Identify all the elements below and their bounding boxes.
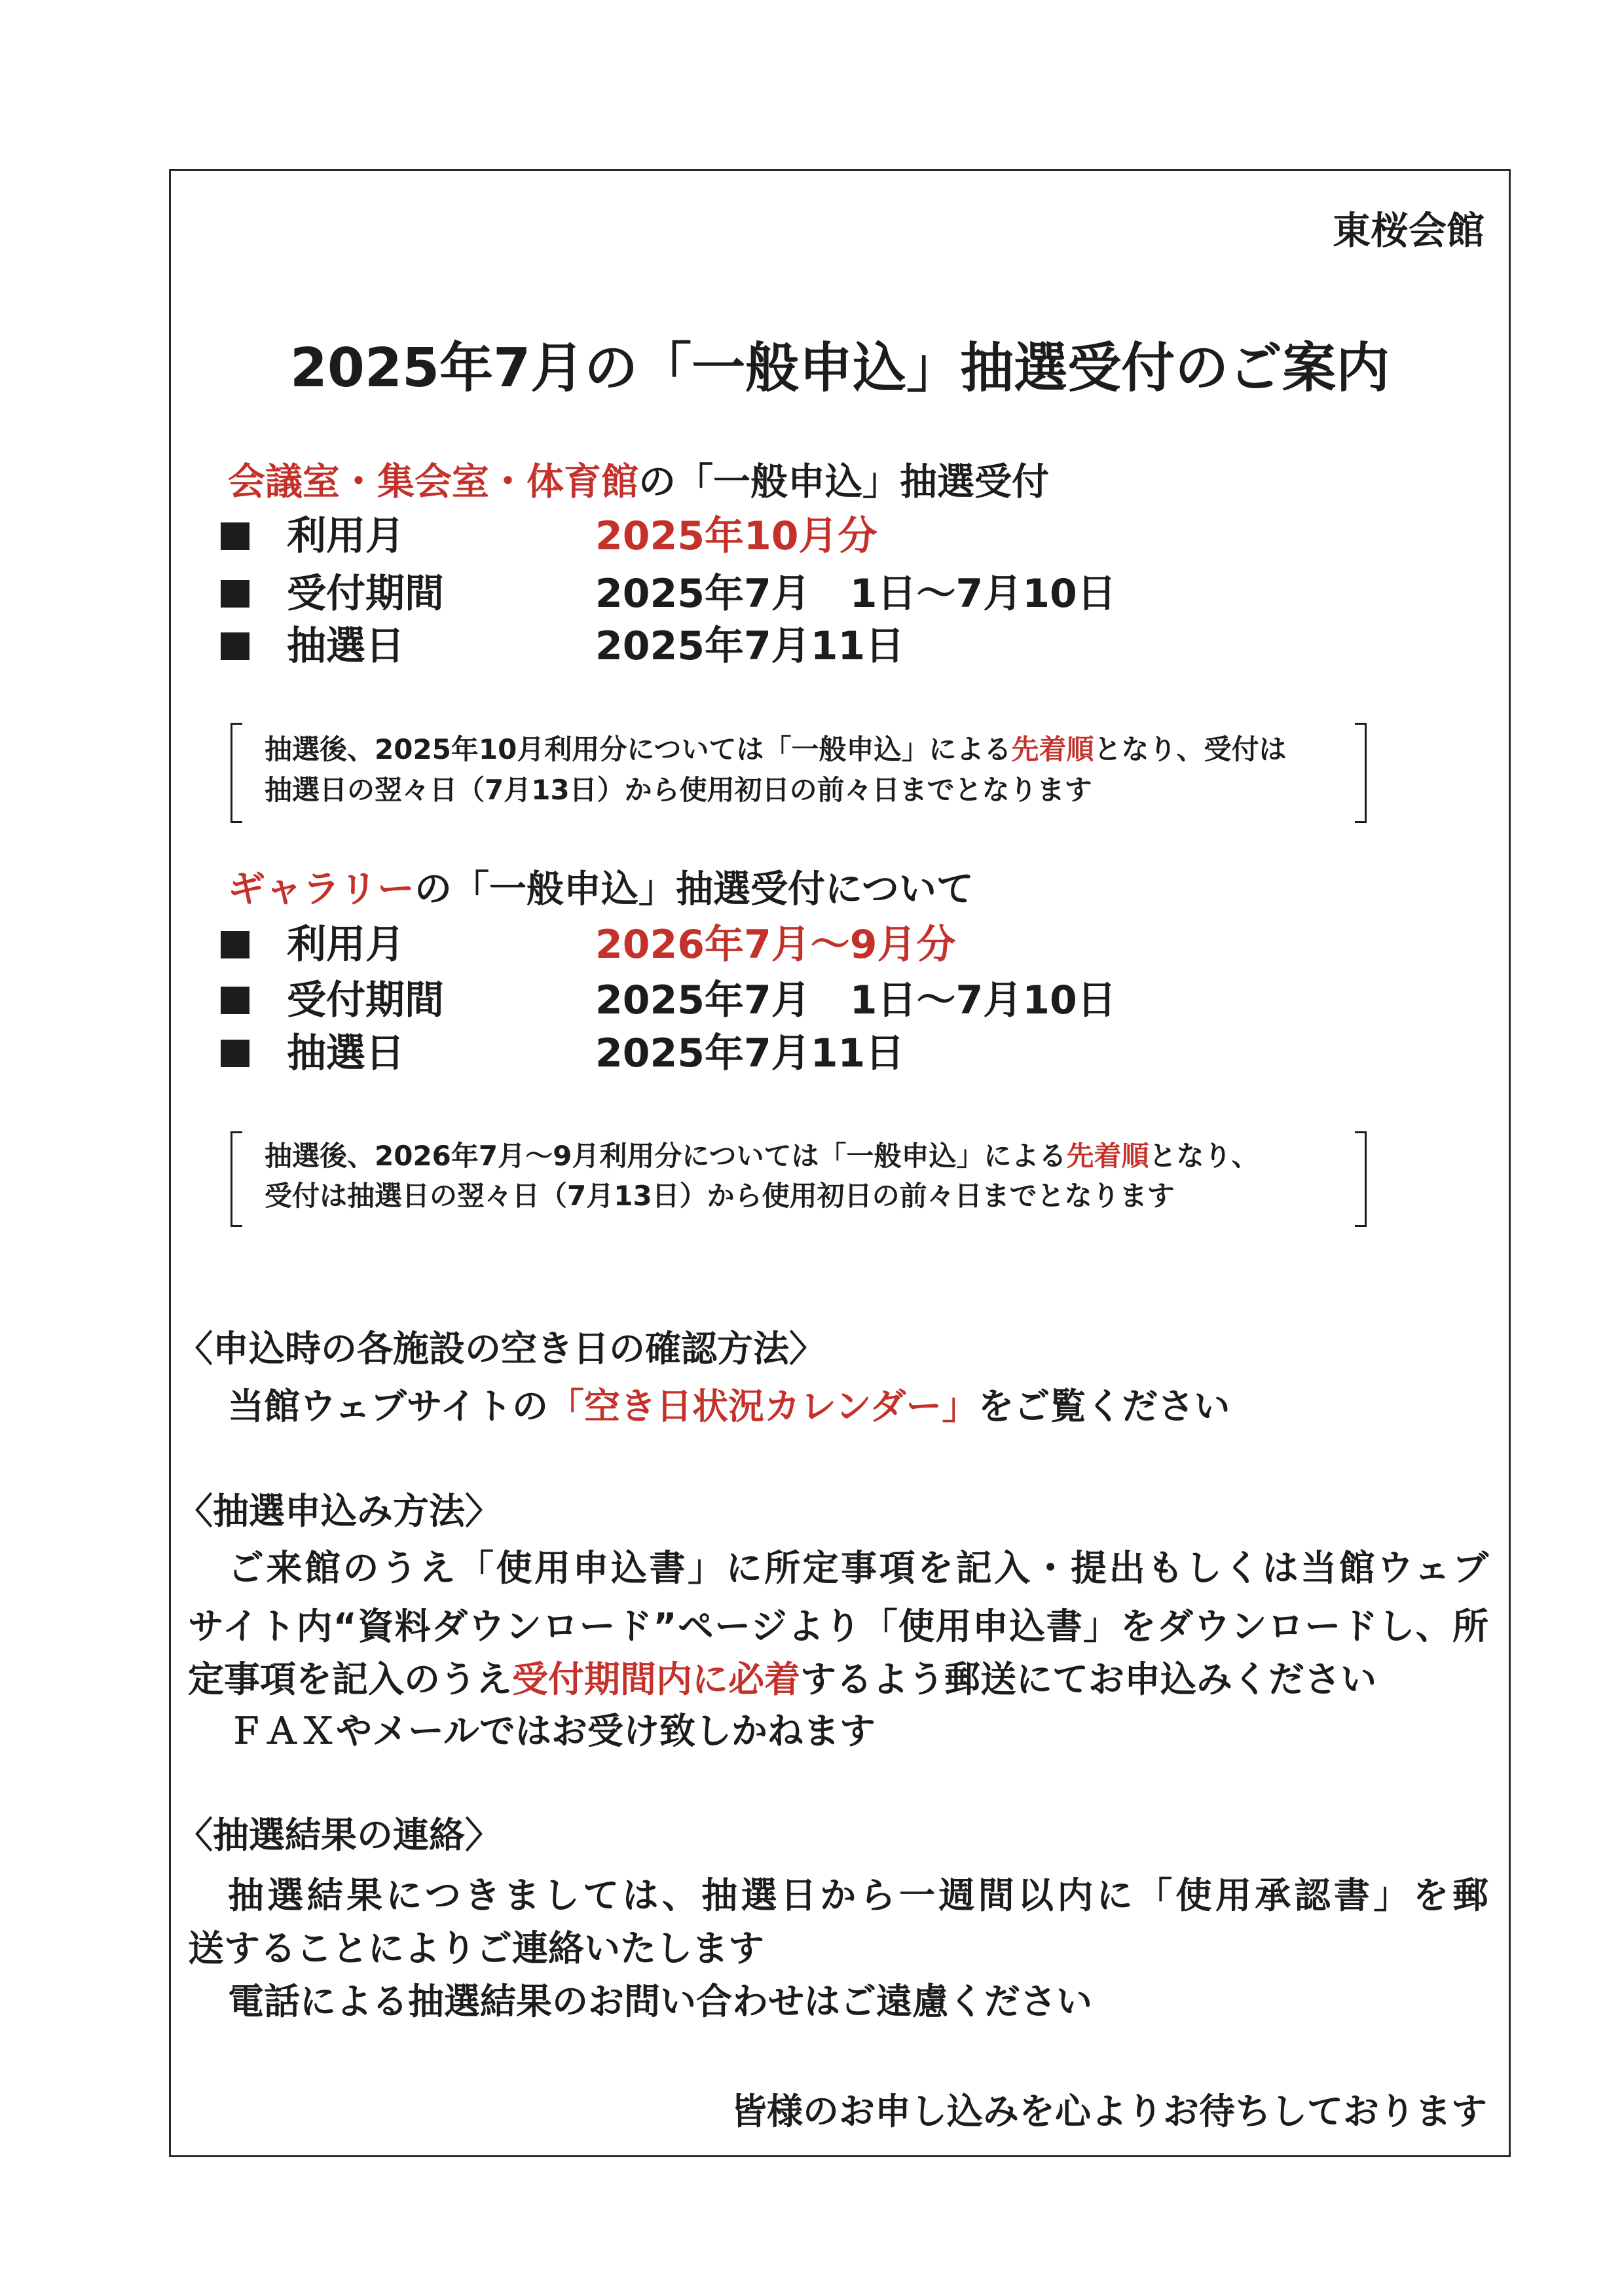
arrival-deadline-highlight: 受付期間内に必着 <box>512 1658 801 1700</box>
black-square-icon <box>221 931 249 958</box>
meeting-rooms-usage-month-value: 2025年10月分 <box>595 513 877 559</box>
gallery-lottery-date-label: 抽選日 <box>287 1030 405 1076</box>
black-square-icon <box>221 522 249 550</box>
gallery-heading <box>228 867 974 911</box>
gallery-note-line-1 <box>265 1142 1259 1170</box>
page-title: 2025年7月の「一般申込」抽選受付のご案内 <box>289 337 1390 399</box>
note-text: 抽選後、2025年10月利用分については「一般申込」による <box>265 733 1012 765</box>
application-method-text: するよう郵送にてお申込みください <box>800 1658 1377 1700</box>
availability-text <box>228 1385 1230 1427</box>
application-method-line-1: ご来館のうえ「使用申込書」に所定事項を記入・提出もしくは当館ウェブ <box>228 1547 1488 1589</box>
meeting-rooms-reception-period-label: 受付期間 <box>287 571 444 617</box>
lottery-results-line-1: 抽選結果につきましては、抽選日から一週間以内に「使用承認書」を郵 <box>228 1874 1488 1916</box>
application-method-line-2: サイト内“資料ダウンロード”ページより「使用申込書」をダウンロードし、所 <box>188 1605 1488 1647</box>
application-method-text: 定事項を記入のうえ <box>188 1658 513 1700</box>
organization-name: 東桜会館 <box>1332 208 1485 253</box>
meeting-rooms-reception-period-value: 2025年7月 1日～7月10日 <box>595 571 1116 617</box>
availability-text-before: 当館ウェブサイトの <box>228 1385 548 1427</box>
application-method-line-4: ＦＡＸやメールではお受け致しかねます <box>228 1710 876 1752</box>
black-square-icon <box>221 1040 249 1067</box>
note-text: 抽選後、2026年7月～9月利用分については「一般申込」による <box>265 1140 1067 1172</box>
note-bracket-left <box>231 723 242 823</box>
note-bracket-right <box>1355 723 1367 823</box>
lottery-results-heading: 〈抽選結果の連絡〉 <box>177 1814 502 1856</box>
meeting-rooms-lottery-date-label: 抽選日 <box>287 623 405 669</box>
lottery-results-line-2: 送することによりご連絡いたします <box>188 1927 765 1969</box>
black-square-icon <box>221 632 249 660</box>
note-text: となり、受付は <box>1094 733 1287 765</box>
meeting-rooms-usage-month-label: 利用月 <box>287 513 405 559</box>
lottery-results-line-3: 電話による抽選結果のお問い合わせはご遠慮ください <box>228 1980 1093 2022</box>
gallery-usage-month-value: 2026年7月～9月分 <box>595 922 956 968</box>
black-square-icon <box>221 580 249 608</box>
meeting-rooms-heading-facilities: 会議室・集会室・体育館 <box>228 460 638 503</box>
meeting-rooms-note-line-1 <box>265 733 1287 765</box>
gallery-note-line-2: 受付は抽選日の翌々日（7月13日）から使用初日の前々日までとなります <box>265 1180 1175 1212</box>
note-first-come-highlight: 先着順 <box>1066 1140 1149 1172</box>
note-bracket-left <box>231 1131 242 1227</box>
black-square-icon <box>221 987 249 1014</box>
gallery-lottery-date-value: 2025年7月11日 <box>595 1030 905 1076</box>
application-method-heading: 〈抽選申込み方法〉 <box>177 1490 502 1532</box>
closing-message: 皆様のお申し込みを心よりお待ちしております <box>730 2090 1487 2132</box>
gallery-heading-facility: ギャラリー <box>228 867 415 911</box>
gallery-heading-text: の「一般申込」抽選受付について <box>415 867 974 911</box>
availability-calendar-highlight: 「空き日状況カレンダー」 <box>547 1385 978 1427</box>
gallery-usage-month-label: 利用月 <box>287 922 405 968</box>
note-bracket-right <box>1355 1131 1367 1227</box>
application-method-line-3 <box>188 1658 1377 1700</box>
availability-text-after: をご覧ください <box>978 1385 1230 1427</box>
note-first-come-highlight: 先着順 <box>1011 733 1094 765</box>
availability-heading: 〈申込時の各施設の空き日の確認方法〉 <box>177 1328 826 1370</box>
note-text: となり、 <box>1149 1140 1259 1172</box>
gallery-reception-period-label: 受付期間 <box>287 977 444 1023</box>
meeting-rooms-note-line-2: 抽選日の翌々日（7月13日）から使用初日の前々日までとなります <box>265 774 1092 806</box>
meeting-rooms-heading <box>228 460 1049 503</box>
meeting-rooms-heading-text: の「一般申込」抽選受付 <box>638 460 1049 503</box>
gallery-reception-period-value: 2025年7月 1日～7月10日 <box>595 977 1116 1023</box>
meeting-rooms-lottery-date-value: 2025年7月11日 <box>595 623 905 669</box>
